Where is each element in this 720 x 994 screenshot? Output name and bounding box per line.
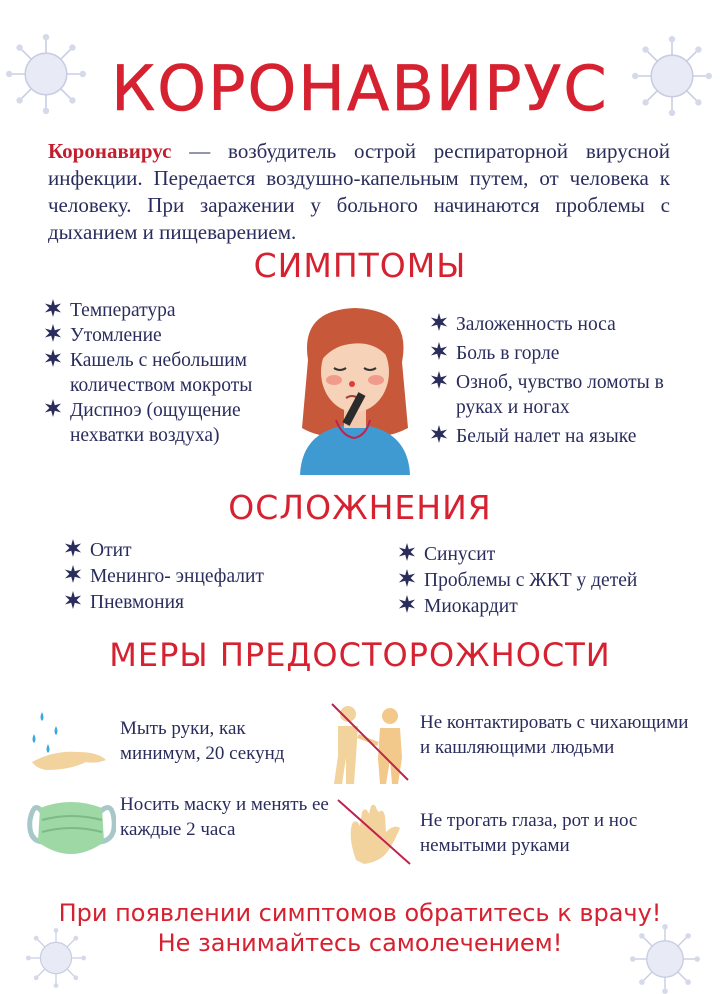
no-face-touch-icon [334,798,414,868]
symptoms-left-list [44,298,294,448]
footer-no-self-treatment: Не занимайтесь самолечением! [157,929,563,957]
sick-woman-illustration [290,300,420,475]
precaution-no-face-touch: Не трогать глаза, рот и нос немытыми руками [420,810,638,856]
list-item: Миокардит [398,594,698,619]
precaution-wear-mask: Носить маску и менять ее каждые 2 часа [120,794,329,840]
hand-washing-icon [26,706,108,776]
footer-warning: При появлении симптомов обратитесь к врачу! [58,899,662,927]
star-bullet-icon [430,371,448,389]
list-item: Озноб, чувство ломоты в руках и ногах [430,370,700,420]
list-item: Кашель с небольшим количеством мокроты [44,348,294,398]
list-item: Утомление [44,323,294,348]
star-bullet-icon [64,565,82,583]
no-contact-icon [326,700,412,786]
intro-text: — возбудитель острой респираторной вирусной инфекции. Передается воздушно-капельным путем, от человека к человеку. При заражении у больного начинаются проблемы с дыханием и пищеварением. [48,139,670,244]
list-item: Заложенность носа [430,312,700,337]
mask-icon [26,790,116,870]
list-item: Проблемы с ЖКТ у детей [398,568,698,593]
precaution-wash-hands: Мыть руки, как минимум, 20 секунд [120,718,285,764]
star-bullet-icon [64,591,82,609]
star-bullet-icon [398,595,416,613]
intro-paragraph [48,138,670,246]
star-bullet-icon [44,349,62,367]
star-bullet-icon [430,313,448,331]
star-bullet-icon [430,425,448,443]
star-bullet-icon [64,539,82,557]
complications-right-list [398,542,698,619]
star-bullet-icon [398,569,416,587]
symptoms-heading: СИМПТОМЫ [253,246,467,285]
complications-heading: ОСЛОЖНЕНИЯ [228,488,492,527]
precautions-heading: МЕРЫ ПРЕДОСТОРОЖНОСТИ [109,636,611,674]
intro-term: Коронавирус [48,139,172,163]
list-item: Диспноэ (ощущение нехватки воздуха) [44,398,294,448]
star-bullet-icon [44,324,62,342]
star-bullet-icon [44,299,62,317]
list-item: Температура [44,298,294,323]
list-item: Отит [64,538,344,563]
list-item: Синусит [398,542,698,567]
precaution-avoid-contact: Не контактировать с чихающими и кашляющими людьми [420,712,689,758]
list-item: Менинго- энцефалит [64,564,344,589]
star-bullet-icon [430,342,448,360]
page-title: КОРОНАВИРУС [111,52,609,125]
complications-left-list [64,538,344,615]
list-item: Белый налет на языке [430,424,700,449]
list-item: Боль в горле [430,341,700,366]
star-bullet-icon [44,399,62,417]
list-item: Пневмония [64,590,344,615]
symptoms-right-list [430,312,700,449]
star-bullet-icon [398,543,416,561]
